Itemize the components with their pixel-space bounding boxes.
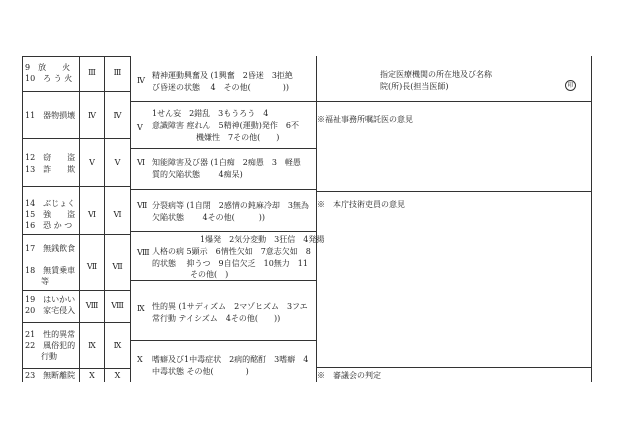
category-text: 意識障害 痙れん 5精神(運動)発作 6不 bbox=[152, 121, 299, 130]
item-label: 23 無断離院 bbox=[25, 371, 76, 380]
row-divider bbox=[22, 368, 130, 369]
category-text: 中毒状態 その他( ) bbox=[152, 367, 249, 376]
section-divider bbox=[316, 367, 591, 368]
grade-a: Ⅲ bbox=[88, 68, 96, 77]
council-judgment-label: ※ 審議会の判定 bbox=[317, 371, 381, 380]
item-label: 14 ぶじょく bbox=[25, 199, 76, 208]
grade-b: Ⅵ bbox=[113, 210, 122, 219]
grade-a: Ⅳ bbox=[88, 111, 96, 120]
director-label: 院(所)長(担当医師) bbox=[380, 82, 449, 91]
category-text: 常行動 テイシズム 4その他( )) bbox=[152, 314, 281, 323]
item-label: 12 窃 盗 bbox=[25, 153, 76, 162]
item-label: 13 詐 欺 bbox=[25, 165, 76, 174]
category-number: Ⅸ bbox=[137, 304, 145, 313]
left-border bbox=[22, 56, 23, 382]
institution-name-label: 指定医療機関の所在地及び名称 bbox=[380, 70, 492, 79]
grade-b: Ⅴ bbox=[114, 158, 121, 167]
grade-b: Ⅶ bbox=[112, 262, 123, 271]
category-text: 性的異 (1サディズム 2マゾヒズム 3フエ bbox=[152, 302, 308, 311]
item-label: 18 無賃乗車 bbox=[25, 266, 76, 275]
grade-a: Ⅷ bbox=[85, 301, 99, 310]
category-text: 嗜癖及び1中毒症状 2病的酩酊 3嗜癖 4 bbox=[152, 355, 309, 364]
category-text: 知能障害及び器 (1白痴 2痴愚 3 軽愚 bbox=[152, 158, 301, 167]
category-text: 分裂病等 (1自閉 2感情の鈍麻冷却 3無為 bbox=[152, 201, 309, 210]
grade-a: Ⅸ bbox=[88, 341, 96, 350]
grade-a: Ⅵ bbox=[87, 210, 97, 219]
technical-opinion-label: ※ 本庁技術吏員の意見 bbox=[317, 200, 405, 209]
item-label: 19 はいかい bbox=[25, 295, 76, 304]
item-label: 17 無銭飲食 bbox=[25, 244, 76, 253]
row-divider bbox=[130, 340, 316, 341]
column-divider bbox=[316, 56, 317, 382]
grade-b: Ⅷ bbox=[111, 301, 124, 310]
row-divider bbox=[22, 290, 130, 291]
row-divider bbox=[130, 148, 316, 149]
category-text: 欠陥状態 4その他( )) bbox=[152, 213, 265, 222]
category-number: Ⅶ bbox=[137, 201, 148, 210]
row-divider bbox=[130, 101, 316, 102]
category-number: Ⅹ bbox=[137, 355, 143, 364]
category-text: 1せん妄 2錯乱 3もうろう 4 bbox=[152, 109, 269, 118]
item-label: 21 性的異常 bbox=[25, 330, 76, 339]
grade-b: Ⅲ bbox=[113, 68, 122, 77]
category-text: び昏迷の状態 4 その他( )) bbox=[152, 83, 289, 92]
category-text: その他( ) bbox=[190, 270, 229, 279]
section-divider bbox=[316, 191, 591, 192]
item-label: 16 恐 か つ bbox=[25, 221, 73, 230]
category-number: Ⅴ bbox=[137, 123, 143, 132]
row-divider bbox=[130, 231, 316, 232]
right-border bbox=[591, 56, 592, 382]
category-text: 質的欠陥状態 4痴呆) bbox=[152, 170, 243, 179]
column-divider bbox=[130, 56, 131, 382]
grade-b: Ⅳ bbox=[113, 111, 122, 120]
row-divider bbox=[22, 91, 130, 92]
category-number: Ⅳ bbox=[137, 76, 145, 85]
category-text: 機嫌性 7その他( ) bbox=[196, 133, 280, 142]
category-text: 1爆発 2気分変動 3狂信 4発揚 bbox=[200, 235, 325, 244]
grade-a: Ⅴ bbox=[89, 158, 95, 167]
item-label: 22 風俗犯的 bbox=[25, 341, 76, 350]
row-divider bbox=[22, 56, 130, 57]
category-text: 精神運動興奮及 (1興奮 2昏迷 3拒絶 bbox=[152, 71, 293, 80]
row-divider bbox=[22, 138, 130, 139]
grade-b: Ⅹ bbox=[114, 371, 121, 380]
item-label: 15 強 盗 bbox=[25, 210, 76, 219]
grade-b: Ⅸ bbox=[113, 341, 122, 350]
seal-icon: 印 bbox=[565, 80, 576, 91]
item-label: 9 放 火 bbox=[25, 63, 71, 72]
row-divider bbox=[130, 189, 316, 190]
item-label: 行動 bbox=[25, 352, 57, 361]
item-label: 10 ろ う 火 bbox=[25, 74, 73, 83]
category-number: Ⅵ bbox=[137, 158, 146, 167]
welfare-opinion-label: ※福祉事務所嘱託医の意見 bbox=[317, 115, 413, 124]
category-number: Ⅷ bbox=[137, 248, 150, 257]
item-label: 20 家宅侵入 bbox=[25, 306, 76, 315]
category-text: 人格の病 5顕示 6情性欠如 7意志欠如 8 bbox=[152, 247, 311, 256]
section-divider bbox=[316, 101, 591, 102]
item-label: 等 bbox=[25, 277, 49, 286]
row-divider bbox=[22, 322, 130, 323]
row-divider bbox=[22, 186, 130, 187]
category-text: 的状態 抑うつ 9自信欠乏 10無力 11 bbox=[152, 259, 308, 268]
grade-a: Ⅶ bbox=[86, 262, 98, 271]
item-label: 11 器物損壊 bbox=[25, 111, 76, 120]
row-divider bbox=[22, 234, 130, 235]
grade-a: Ⅹ bbox=[89, 371, 95, 380]
